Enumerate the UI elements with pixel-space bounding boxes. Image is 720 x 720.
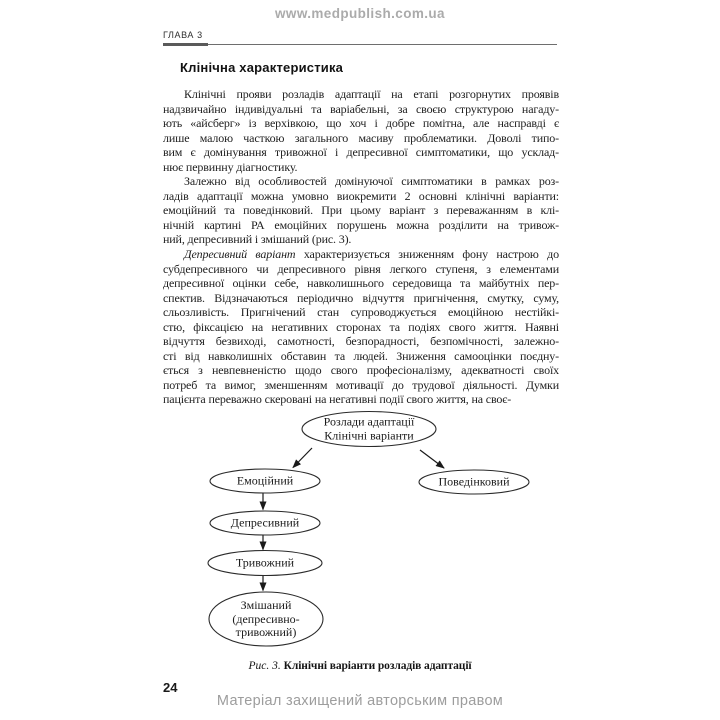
text-line: лише малою часткою загального масиву проблематики. Доволі типо-: [163, 130, 559, 145]
anxious-node-label: Тривожний: [235, 555, 295, 570]
text-line: Залежно від особливостей домінуючої симптоматики в рамках роз-: [184, 174, 559, 189]
text-line: Клінічні прояви розладів адаптації на етапі розгорнутих проявів: [184, 87, 559, 101]
figure-caption: [163, 660, 557, 672]
watermark-text: www.medpublish.com.ua: [275, 6, 445, 21]
text-line: сльозливість. Пригнічений стан супроводжується емоційною нестійкі-: [163, 305, 559, 320]
page-number: 24: [163, 680, 178, 695]
paragraph-2: [163, 174, 559, 247]
text-line: емоційний та поведінковий. При цьому варіант з переважанням в клі-: [163, 203, 559, 218]
text-line: ється з невпевненістю щодо свого професіоналізму, адекватності своїх: [163, 363, 559, 378]
behavioral-node-label: Поведінковий: [438, 474, 510, 489]
text-line: спектив. Відзначаються періодично відчуття пригнічення, смутку, суму,: [163, 290, 559, 305]
depressive-node-label: Депресивний: [230, 515, 300, 530]
mixed-node-line: Змішаний: [240, 597, 292, 612]
text-line: нює первинну діагностику.: [163, 159, 298, 174]
text-line: [163, 247, 559, 262]
paragraph-3: [163, 247, 559, 407]
chapter-rule-accent: [163, 43, 208, 46]
chapter-label: ГЛАВА 3: [163, 30, 203, 40]
arrow-root-to-behavioral: [420, 450, 444, 468]
figure-diagram: [180, 405, 560, 657]
text-line: відчуття безвиході, самотності, безпорадності, безпомічності, залежно-: [163, 334, 559, 349]
text-line: надзвичайно індивідуальні та варіабельні, за своєю структурою нагаду-: [163, 101, 559, 116]
text-line: потреб та вимог, зменшенням мотивації до трудової діяльності. Думки: [163, 377, 559, 392]
root-node-line: Розлади адаптації: [323, 414, 415, 429]
text-line: вим є домінування тривожної і депресивної симптоматики, що усклад-: [163, 145, 559, 160]
mixed-node-line: тривожний): [235, 624, 297, 639]
root-node-line: Клінічні варіанти: [324, 428, 414, 442]
paragraph-lead-italic: Депресивний варіант: [184, 247, 296, 262]
text-line: субдепресивного чи депресивного рівня легкого ступеня, з елементами: [163, 261, 559, 276]
body-text: [163, 87, 559, 407]
text-line: нічній картині РА емоційних порушень можна розділити на тривож-: [163, 217, 559, 232]
mixed-node-label: [232, 599, 299, 640]
mixed-node-line: (депресивно-: [232, 611, 300, 626]
paragraph-lead-rest: характеризується зниженням фону настрою до: [295, 247, 559, 262]
caption-label: Рис. 3.: [248, 660, 281, 672]
copyright-notice: Матеріал захищений авторським правом: [216, 693, 504, 709]
text-line: депресивної оцінки себе, навколишнього середовища та майбутніх пер-: [163, 276, 559, 291]
text-line: сті від навколишніх обставин та людей. Зниження самооцінки поєдну-: [163, 348, 559, 363]
paragraph-1: [163, 87, 559, 174]
section-title: Клінічна характеристика: [180, 60, 344, 75]
text-line: ладів адаптації можна умовно виокремити 2 основні клінічні варіанти:: [163, 188, 559, 203]
emotional-node-label: Емоційний: [236, 473, 294, 488]
arrow-root-to-emotional: [293, 448, 312, 468]
chapter-rule: [163, 44, 557, 45]
text-line: стю, фіксацією на негативних сторонах та подіях свого життя. Наявні: [163, 319, 559, 334]
text-line: ний, депресивний і змішаний (рис. 3).: [163, 232, 352, 247]
root-node-label: [324, 416, 415, 443]
text-line: пацієнта переважно скеровані на негативні події свого життя, на своє-: [163, 392, 512, 407]
caption-text: Клінічні варіанти розладів адаптації: [283, 660, 472, 672]
text-line: ють «айсберг» із верхівкою, що хоч і добре помітна, але насправді є: [163, 116, 559, 131]
